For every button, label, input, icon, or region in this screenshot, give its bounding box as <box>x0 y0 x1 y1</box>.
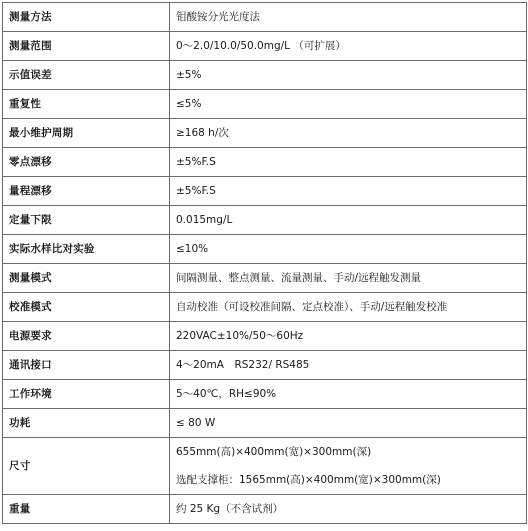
table-row <box>3 148 527 177</box>
row-label: 测量范围 <box>3 32 170 61</box>
row-value: 自动校准（可设校准间隔、定点校准）、手动/远程触发校准 <box>170 293 527 322</box>
table-row <box>3 61 527 90</box>
row-label: 测量模式 <box>3 264 170 293</box>
row-value: 5～40℃，RH≤90% <box>170 380 527 409</box>
table-row <box>3 495 527 524</box>
row-label: 定量下限 <box>3 206 170 235</box>
row-label: 通讯接口 <box>3 351 170 380</box>
row-label: 尺寸 <box>3 438 170 495</box>
table-row <box>3 119 527 148</box>
row-value: 220VAC±10%/50～60Hz <box>170 322 527 351</box>
row-value: ≤ 80 W <box>170 409 527 438</box>
row-label: 最小维护周期 <box>3 119 170 148</box>
row-label: 电源要求 <box>3 322 170 351</box>
row-value: 0～2.0/10.0/50.0mg/L （可扩展） <box>170 32 527 61</box>
row-label: 示值误差 <box>3 61 170 90</box>
row-value: 钼酸铵分光光度法 <box>170 3 527 32</box>
table-row <box>3 380 527 409</box>
row-value <box>170 438 527 495</box>
row-value: ≥168 h/次 <box>170 119 527 148</box>
row-label: 实际水样比对实验 <box>3 235 170 264</box>
table-row <box>3 351 527 380</box>
row-label: 重量 <box>3 495 170 524</box>
row-label: 量程漂移 <box>3 177 170 206</box>
table-row <box>3 90 527 119</box>
table-row <box>3 206 527 235</box>
row-value: 约 25 Kg（不含试剂） <box>170 495 527 524</box>
row-label: 测量方法 <box>3 3 170 32</box>
table-row <box>3 438 527 495</box>
table-row <box>3 409 527 438</box>
row-label: 工作环境 <box>3 380 170 409</box>
row-label: 重复性 <box>3 90 170 119</box>
row-value-line: 655mm(高)×400mm(宽)×300mm(深) <box>176 446 372 458</box>
table-row <box>3 177 527 206</box>
table-row <box>3 264 527 293</box>
table-row <box>3 3 527 32</box>
table-row <box>3 322 527 351</box>
row-value: ≤5% <box>170 90 527 119</box>
table-row <box>3 293 527 322</box>
row-value: 4～20mA RS232/ RS485 <box>170 351 527 380</box>
spec-table <box>2 2 527 524</box>
row-value-line: 选配支撑柜：1565mm(高)×400mm(宽)×300mm(深) <box>176 474 441 486</box>
table-row <box>3 32 527 61</box>
row-label: 功耗 <box>3 409 170 438</box>
row-value: ±5%F.S <box>170 177 527 206</box>
row-value: ±5% <box>170 61 527 90</box>
row-value: 间隔测量、整点测量、流量测量、手动/远程触发测量 <box>170 264 527 293</box>
row-value: ≤10% <box>170 235 527 264</box>
row-label: 校准模式 <box>3 293 170 322</box>
row-label: 零点漂移 <box>3 148 170 177</box>
spec-table-body <box>3 3 527 524</box>
row-value: ±5%F.S <box>170 148 527 177</box>
table-row <box>3 235 527 264</box>
row-value: 0.015mg/L <box>170 206 527 235</box>
